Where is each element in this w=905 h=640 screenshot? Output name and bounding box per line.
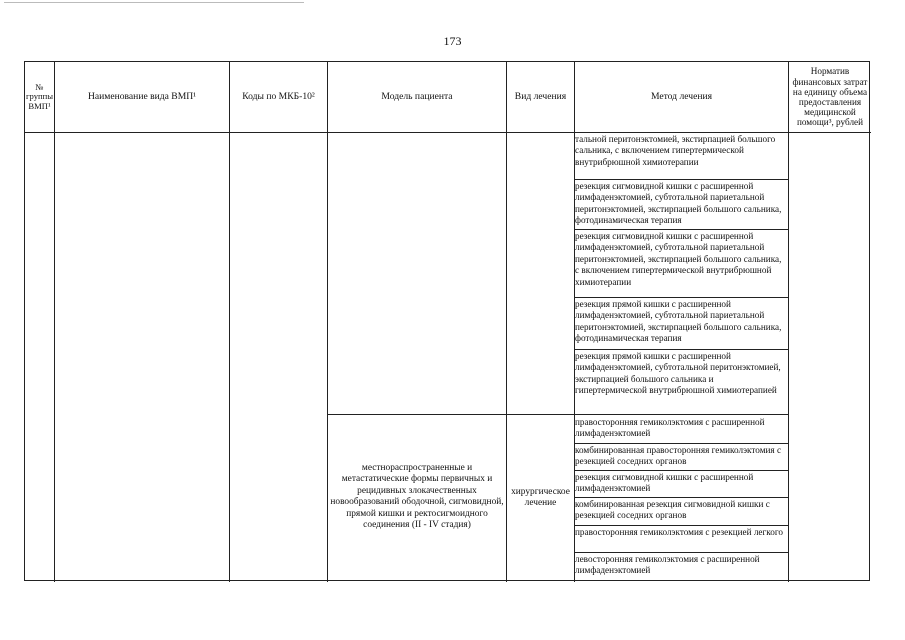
method-item: комбинированная резекция сигмовидной кишки с резекцией соседних органов: [575, 499, 770, 521]
header-group-number: № группы ВМП¹: [26, 81, 53, 111]
method-divider: [574, 297, 788, 298]
header-patient-model: Модель пациента: [381, 90, 453, 102]
method-item: резекция сигмовидной кишки с расширенной лимфаденэктомией, субтотальной париетальной перитонэктомией, экстирпацией большого сальника, с включением гипертермической внутрибрюшной химиотерапии: [575, 231, 782, 287]
method-item: резекция сигмовидной кишки с расширенной лимфаденэктомией: [575, 472, 754, 494]
method-divider: [574, 229, 788, 230]
method-item: левосторонняя гемиколэктомия с расширенной лимфаденэктомией: [575, 554, 760, 576]
header-treatment-method: Метод лечения: [650, 90, 713, 102]
header-divider: [25, 132, 871, 133]
method-divider: [574, 525, 788, 526]
method-divider: [574, 497, 788, 498]
col-divider: [229, 62, 230, 582]
method-item: резекция прямой кишки с расширенной лимфаденэктомией, субтотальной перитонэктомией, экстирпацией большого сальника и гипертермической внутрибрюшной химиотерапией: [575, 351, 781, 396]
method-divider: [574, 470, 788, 471]
method-divider: [574, 552, 788, 553]
header-cost-norm: Норматив финансовых затрат на единицу объема предоставления медицинской помощи³, рублей: [792, 66, 868, 128]
method-divider: [574, 349, 788, 350]
method-divider: [574, 179, 788, 180]
method-divider: [574, 443, 788, 444]
col-divider: [327, 62, 328, 582]
method-item: резекция прямой кишки с расширенной лимфаденэктомией, субтотальной париетальной перитонэктомией, экстирпацией большого сальника, фотодинамическая терапия: [575, 299, 782, 344]
method-item: тальной перитонэктомией, экстирпацией большого сальника, с включением гипертермической внутрибрюшной химиотерапии: [575, 134, 776, 167]
method-divider: [574, 414, 788, 415]
col-divider: [788, 62, 789, 582]
col-divider: [54, 62, 55, 582]
services-table: [24, 61, 870, 581]
header-icd-codes: Коды по МКБ-10²: [242, 90, 315, 102]
method-item: правосторонняя гемиколэктомия с расширенной лимфаденэктомией: [575, 417, 765, 439]
top-rule: [4, 2, 304, 3]
header-treatment-type: Вид лечения: [514, 90, 567, 102]
treatment-type-text: хирургическое лечение: [511, 487, 570, 509]
col-divider: [506, 62, 507, 582]
section-divider: [327, 414, 574, 415]
method-item: правосторонняя гемиколэктомия с резекцией легкого: [575, 527, 783, 537]
method-item: резекция сигмовидной кишки с расширенной лимфаденэктомией, субтотальной париетальной перитонэктомией, экстирпацией большого сальника, фотодинамическая терапия: [575, 181, 782, 226]
page-number: 173: [443, 34, 462, 48]
header-vmp-name: Наименование вида ВМП¹: [87, 90, 197, 102]
method-item: комбинированная правосторонняя гемиколэктомия с резекцией соседних органов: [575, 445, 782, 467]
patient-model-text: местнораспространенные и метастатические формы первичных и рецидивных злокачественных новообразований ободочной, сигмовидной, прямой кишки и ректосигмоидного соединения (II - IV стадия): [330, 463, 504, 531]
